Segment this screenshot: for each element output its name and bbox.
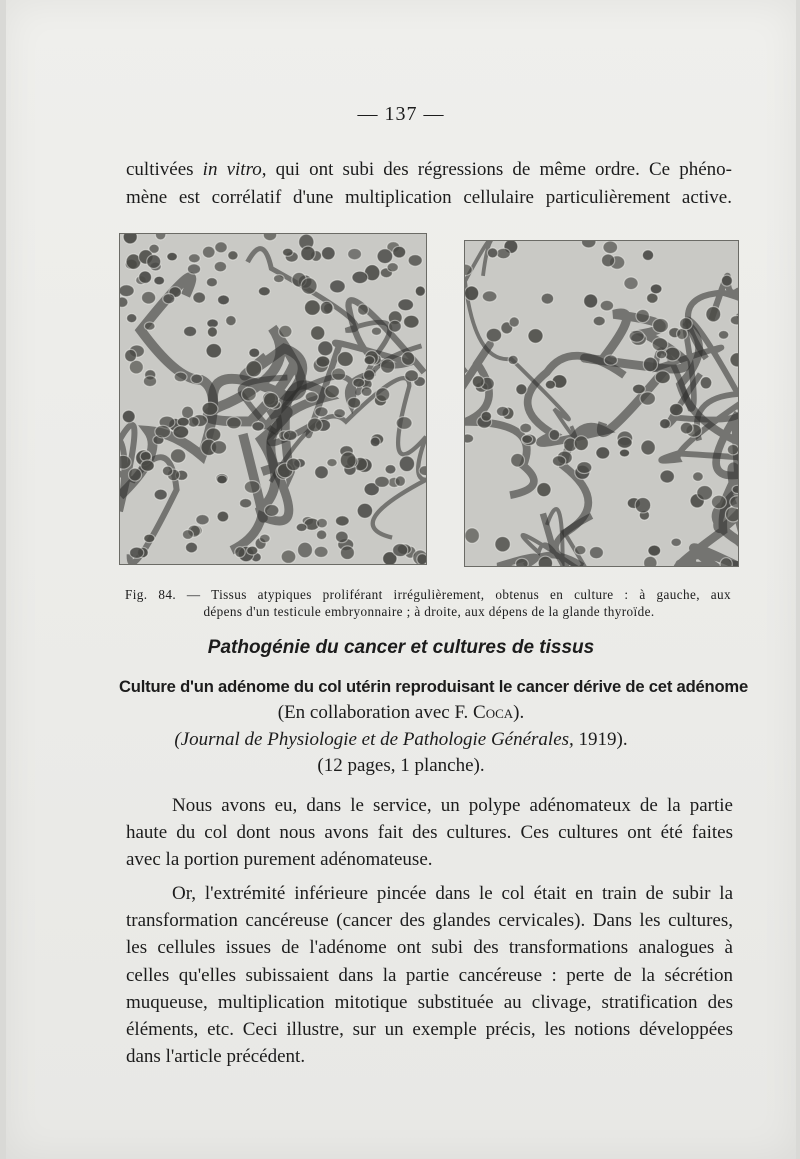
article-journal (6, 729, 796, 751)
paragraph-1-line: Nous avons eu, dans le service, un polype adénomateux de la partie (172, 795, 733, 816)
collab-author: Coca (473, 702, 514, 723)
page-number: — 137 — (357, 103, 445, 125)
intro-line-2: mène est corrélatif d'une multiplication cellulaire particulièrement active. (126, 187, 732, 208)
paragraph-2-line: muqueuse, multiplication mitotique substituée au clivage, stratification des (126, 992, 733, 1013)
intro-text: , qui ont subi des régressions de même ordre. Ce phéno- (261, 159, 732, 180)
article-title: Culture d'un adénome du col utérin reproduisant le cancer dérive de cet adénome (119, 677, 748, 696)
journal-name: (Journal de Physiologie et de Pathologie Générales, (174, 729, 579, 750)
paragraph-2-line: éléments, etc. Ceci illustre, sur un exemple précis, les notions développées (126, 1019, 733, 1040)
intro-italic: in vitro (202, 159, 262, 180)
collab-text: ). (513, 702, 525, 723)
paragraph-1-line: avec la portion purement adénomateuse. (126, 849, 433, 870)
article-collaboration (6, 702, 796, 724)
figure-caption-line-2: dépens d'un testicule embryonnaire ; à droite, aux dépens de la glande thyroïde. (203, 604, 655, 619)
paragraph-2-line: les cellules issues de l'adénome ont subi des transformations analogues à (126, 937, 733, 958)
section-title: Pathogénie du cancer et cultures de tissus (207, 637, 595, 658)
figure-right-micrograph (464, 240, 739, 567)
journal-text: ). (616, 729, 628, 750)
micrograph-testicle-image (120, 234, 426, 564)
figure-caption-line-1: Fig. 84. — Tissus atypiques proliférant irrégulièrement, obtenus en culture : à gauche, aux (125, 587, 731, 602)
collab-text: (En collaboration avec F. (277, 702, 474, 723)
page (6, 0, 796, 1159)
micrograph-thyroid-image (465, 241, 738, 566)
paragraph-1-line: haute du col dont nous avons fait des cultures. Ces cultures ont été faites (126, 822, 733, 843)
intro-text: cultivées (126, 159, 203, 180)
paragraph-2-line: dans l'article précédent. (126, 1046, 306, 1067)
paragraph-2-line: Or, l'extrémité inférieure pincée dans le col était en train de subir la (172, 883, 733, 904)
intro-line-1 (126, 156, 732, 183)
article-pages: (12 pages, 1 planche). (317, 755, 485, 776)
paragraph-2-line: transformation cancéreuse (cancer des glandes cervicales). Dans les cultures, (126, 910, 733, 931)
journal-year: 1919 (578, 729, 617, 750)
paragraph-2-line: celles qu'elles subissaient dans la partie cancéreuse : perte de la sécrétion (126, 965, 733, 986)
figure-left-micrograph (119, 233, 427, 565)
